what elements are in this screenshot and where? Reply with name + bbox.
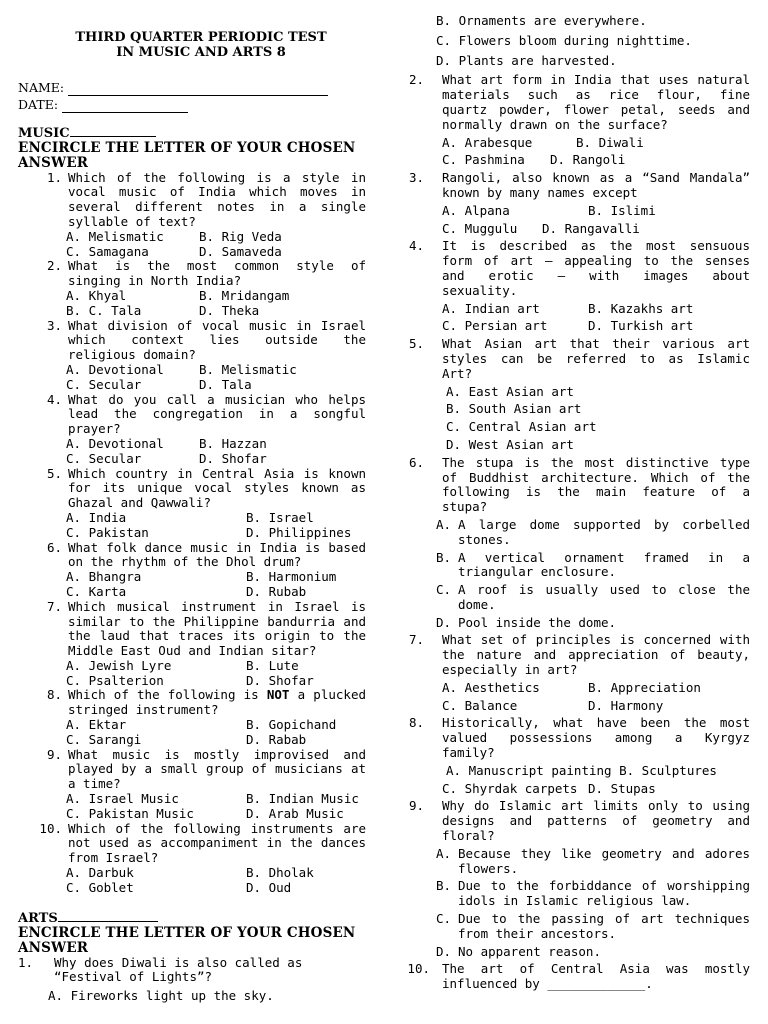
answer-option[interactable]: C. Pakistan	[66, 524, 149, 540]
question-text: Why does Diwali is also called as “Festival of Lights”?	[54, 954, 303, 985]
arts-label: ARTS	[18, 910, 58, 926]
answer-option[interactable]: D. Theka	[199, 302, 260, 318]
question-text: What is the most common style of singing in North India?	[68, 258, 366, 289]
date-label: DATE:	[18, 96, 59, 112]
question-number: 9.	[408, 798, 424, 814]
question	[404, 337, 750, 381]
option-row	[18, 674, 366, 689]
answer-option[interactable]: D. Harmony	[588, 697, 664, 713]
question-number: 3.	[46, 317, 62, 333]
question	[404, 171, 750, 201]
music-question-list	[18, 171, 366, 896]
answer-option[interactable]: C. Sarangi	[66, 731, 142, 747]
answer-option[interactable]: D. Stupas	[588, 780, 656, 796]
option-row	[404, 204, 750, 219]
question	[404, 239, 750, 298]
option-row	[18, 511, 366, 526]
option-letter: C.	[436, 911, 452, 927]
option-row	[18, 230, 366, 245]
answer-option[interactable]: C. Secular	[66, 376, 142, 392]
question	[18, 822, 366, 866]
option-text: A roof is usually used to close the dome.	[458, 582, 750, 612]
answer-option[interactable]: B. Kazakhs art	[588, 300, 694, 316]
option-letter: A.	[436, 845, 452, 861]
option-text: Pool inside the dome.	[458, 614, 617, 630]
answer-option[interactable]: B. Rig Veda	[199, 228, 282, 244]
answer-option[interactable]: C. Samagana	[66, 243, 149, 259]
question	[18, 393, 366, 437]
question-text: Historically, what have been the most valued possessions among a Kyrgyz family?	[442, 715, 750, 761]
question	[18, 467, 366, 511]
option-text: A large dome supported by corbelled stones.	[458, 516, 750, 547]
answer-option[interactable]	[404, 945, 750, 960]
arts-question-1-continued	[404, 14, 750, 68]
answer-option[interactable]: D. Arab Music	[246, 805, 344, 821]
option-row	[18, 718, 366, 733]
question-number: 1.	[46, 169, 62, 185]
question-number: 1.	[18, 954, 34, 970]
answer-option[interactable]: D. Rangoli	[550, 152, 626, 168]
answer-option[interactable]: B. Mridangam	[199, 287, 290, 303]
answer-option[interactable]: A. Melismatic	[66, 228, 164, 244]
right-column	[404, 0, 750, 992]
question-text-part: The art of Central Asia was mostly influenced by	[442, 961, 750, 992]
answer-option[interactable]: C. Karta	[66, 583, 127, 599]
answer-option[interactable]	[404, 518, 750, 548]
option-row	[18, 659, 366, 674]
option-letter: D.	[436, 943, 452, 959]
question-text: Why do Islamic art limits only to using designs and patterns of geometry and floral?	[442, 798, 750, 844]
question-text: What Asian art that their various art styles can be referred to as Islamic Art?	[442, 336, 750, 381]
answer-option[interactable]: A. India	[66, 509, 127, 525]
answer-option[interactable]: A. Israel Music	[66, 791, 179, 807]
answer-option[interactable]: D. Rabab	[246, 731, 307, 747]
answer-option[interactable]: A. Manuscript painting B. Sculptures	[446, 762, 717, 778]
answer-option[interactable]: B. Melismatic	[199, 361, 297, 377]
question-number: 7.	[46, 598, 62, 614]
question-text: It is described as the most sensuous form of art – appealing to the senses and erotic – with images about sexuality.	[442, 238, 750, 298]
arts-question-list	[404, 73, 750, 992]
question-number: 7.	[408, 632, 424, 648]
option-letter: B.	[436, 878, 452, 894]
answer-option[interactable]: B. C. Tala	[66, 302, 142, 318]
option-row	[18, 792, 366, 807]
question-text-emphasis: NOT	[266, 687, 290, 703]
option-text: Because they like geometry and adores flowers.	[458, 845, 750, 876]
option-letter: B.	[436, 549, 452, 565]
option-row	[18, 437, 366, 452]
question-number: 9.	[46, 746, 62, 762]
option-row	[404, 319, 750, 334]
question	[18, 748, 366, 792]
question	[18, 688, 366, 718]
option-row	[404, 681, 750, 696]
answer-option[interactable]	[404, 616, 750, 631]
answer-option[interactable]	[404, 912, 750, 942]
question-number: 4.	[408, 238, 424, 254]
answer-option[interactable]: A. Bhangra	[66, 569, 142, 585]
option-row	[404, 782, 750, 797]
date-field[interactable]	[18, 98, 366, 113]
option-row	[18, 289, 366, 304]
answer-option[interactable]: A. Fireworks light up the sky.	[48, 988, 274, 1004]
name-field[interactable]	[18, 81, 366, 96]
answer-option[interactable]: C. Psalterion	[66, 672, 164, 688]
question-number: 8.	[408, 715, 424, 731]
answer-option[interactable]: B. Islimi	[588, 202, 656, 218]
music-blank	[70, 125, 156, 137]
answer-option[interactable]: D. Philippines	[246, 524, 352, 540]
answer-option[interactable]: A. Aesthetics	[442, 679, 540, 695]
answer-blank[interactable]: _____________	[547, 976, 646, 992]
question-number: 5.	[46, 465, 62, 481]
music-label: MUSIC	[18, 125, 70, 141]
question-text: What folk dance music in India is based on the rhythm of the Dhol drum?	[68, 539, 366, 570]
question-number: 2.	[408, 72, 424, 88]
question	[18, 171, 366, 230]
option-row	[18, 526, 366, 541]
answer-option[interactable]: A. Ektar	[66, 717, 127, 733]
answer-option[interactable]: A. Devotional	[66, 435, 164, 451]
answer-option[interactable]: B. South Asian art	[446, 401, 582, 417]
answer-option[interactable]: C. Balance	[442, 697, 518, 713]
option-letter: C.	[436, 582, 452, 598]
question-text: Rangoli, also known as a “Sand Mandala” known by many names except	[442, 170, 750, 200]
option-row	[18, 585, 366, 600]
name-label: NAME:	[18, 80, 65, 95]
arts-question-1	[18, 956, 366, 1004]
question-text: Which musical instrument in Israel is similar to the Philippine bandurria and the laud that traces its origin to the Middle East Oud and Indian sitar?	[68, 598, 366, 659]
question-text: Which of the following is a style in vocal music of India which moves in several different notes in a single syllable of text?	[68, 169, 366, 229]
answer-option[interactable]: D. Plants are harvested.	[436, 52, 617, 68]
name-line[interactable]	[68, 84, 328, 96]
question	[404, 716, 750, 760]
answer-option[interactable]: D. West Asian art	[446, 436, 574, 452]
question-number: 10.	[39, 820, 62, 836]
answer-option[interactable]	[404, 583, 750, 613]
question-number: 4.	[46, 391, 62, 407]
question-text	[442, 962, 750, 992]
option-letter: A.	[436, 516, 452, 532]
option-row	[18, 733, 366, 748]
title-line-1: THIRD QUARTER PERIODIC TEST	[75, 30, 327, 45]
question-number: 3.	[408, 170, 424, 186]
question	[404, 633, 750, 677]
question-text: What music is mostly improvised and played by a small group of musicians at a time?	[68, 746, 366, 792]
question-number: 2.	[46, 258, 62, 274]
answer-option[interactable]: C. Goblet	[66, 879, 134, 895]
option-row	[18, 378, 366, 393]
answer-option[interactable]: D. Shofar	[199, 450, 267, 466]
question	[404, 456, 750, 515]
question-text-part: Which of the following is	[68, 687, 267, 703]
answer-option[interactable]: C. Persian art	[442, 318, 548, 334]
answer-option[interactable]	[404, 847, 750, 877]
music-section-header	[18, 125, 366, 141]
title-line-2: IN MUSIC AND ARTS 8	[116, 45, 286, 60]
question-text: The stupa is the most distinctive type of Buddhist architecture. Which of the following is the main feature of a stupa?	[442, 454, 750, 515]
question-text	[68, 688, 366, 718]
question-text: What division of vocal music in Israel which context lies outside the religious domain?	[68, 317, 366, 363]
answer-option[interactable]: A. Darbuk	[66, 865, 134, 881]
question	[18, 319, 366, 363]
option-row	[18, 245, 366, 260]
option-row	[18, 452, 366, 467]
option-row	[18, 866, 366, 881]
answer-option[interactable]: B. Hazzan	[199, 435, 267, 451]
question-number: 5.	[408, 336, 424, 352]
answer-option[interactable]: B. Appreciation	[588, 679, 701, 695]
question	[404, 73, 750, 132]
answer-option[interactable]: A. Devotional	[66, 361, 164, 377]
question-text: Which of the following instruments are not used as accompaniment in the dances from Israel?	[68, 820, 366, 866]
question	[404, 962, 750, 992]
option-letter: D.	[436, 614, 452, 630]
answer-option[interactable]	[404, 551, 750, 581]
question-number: 6.	[46, 539, 62, 555]
arts-section-header	[18, 910, 366, 926]
question-text: What do you call a musician who helps lead the congregation in a songful prayer?	[68, 391, 366, 437]
answer-option[interactable]: C. Central Asian art	[446, 419, 597, 435]
option-text: Due to the passing of art techniques from their ancestors.	[458, 911, 750, 941]
option-row	[404, 136, 750, 151]
answer-option[interactable]: C. Pashmina	[442, 152, 525, 168]
question	[404, 799, 750, 843]
answer-option[interactable]: D. Samaveda	[199, 243, 282, 259]
option-row	[18, 570, 366, 585]
option-text: A vertical ornament framed in a triangular enclosure.	[458, 549, 750, 580]
answer-option[interactable]: B. Indian Music	[246, 791, 359, 807]
answer-option[interactable]: C. Muggulu	[442, 220, 518, 236]
question-text: What art form in India that uses natural materials such as rice flour, fine quartz powder, flower petal, seeds and normally drawn on the surface?	[442, 72, 750, 132]
question-text-part: a plucked stringed instrument?	[68, 687, 366, 718]
question	[18, 600, 366, 659]
arts-blank	[58, 910, 158, 922]
answer-option[interactable]: A. Khyal	[66, 287, 127, 303]
option-text: Due to the forbiddance of worshipping idols in Islamic religious law.	[458, 878, 750, 909]
answer-option[interactable]: A. Jewish Lyre	[66, 657, 172, 673]
question-number: 6.	[408, 454, 424, 470]
answer-option[interactable]: B. Lute	[246, 657, 299, 673]
arts-instruction: ENCIRCLE THE LETTER OF YOUR CHOSEN ANSWER	[18, 924, 356, 956]
answer-option[interactable]: B. Dholak	[246, 865, 314, 881]
left-column	[18, 0, 366, 1004]
option-row	[18, 304, 366, 319]
question	[18, 259, 366, 289]
option-text: No apparent reason.	[458, 943, 601, 959]
date-line[interactable]	[62, 101, 188, 113]
question-text: What set of principles is concerned with the nature and appreciation of beauty, especially in art?	[442, 632, 750, 678]
option-row	[18, 807, 366, 822]
answer-option[interactable]: D. Shofar	[246, 672, 314, 688]
answer-option[interactable]	[404, 879, 750, 909]
music-instruction: ENCIRCLE THE LETTER OF YOUR CHOSEN ANSWER	[18, 139, 356, 171]
question	[18, 541, 366, 571]
answer-option[interactable]: D. Oud	[246, 879, 292, 895]
option-row	[404, 153, 750, 168]
option-row	[404, 302, 750, 317]
answer-option[interactable]: C. Pakistan Music	[66, 805, 194, 821]
option-row	[18, 363, 366, 378]
question-number: 10.	[407, 961, 430, 977]
question	[18, 956, 366, 986]
question-text: Which country in Central Asia is known for its unique vocal styles known as Ghazal and Qawwali?	[68, 465, 366, 511]
answer-option[interactable]: A. East Asian art	[446, 383, 574, 399]
answer-option[interactable]: D. Tala	[199, 376, 252, 392]
answer-option[interactable]: D. Rubab	[246, 583, 307, 599]
answer-option[interactable]: A. Alpana	[442, 202, 510, 218]
answer-option[interactable]: C. Shyrdak carpets	[442, 780, 578, 796]
answer-option[interactable]: B. Israel	[246, 509, 314, 525]
answer-option[interactable]: C. Secular	[66, 450, 142, 466]
answer-option[interactable]: B. Diwali	[576, 134, 644, 150]
question-text-end: .	[645, 976, 653, 992]
answer-option[interactable]: B. Harmonium	[246, 569, 337, 585]
option-row	[18, 881, 366, 896]
answer-option[interactable]: A. Arabesque	[442, 134, 533, 150]
option-row	[404, 699, 750, 714]
question-number: 8.	[46, 687, 62, 703]
answer-option[interactable]: D. Rangavalli	[542, 220, 640, 236]
answer-option[interactable]: C. Flowers bloom during nighttime.	[436, 32, 692, 48]
answer-option[interactable]: B. Ornaments are everywhere.	[436, 13, 647, 28]
answer-option[interactable]: B. Gopichand	[246, 717, 337, 733]
answer-option[interactable]: D. Turkish art	[588, 318, 694, 334]
answer-option[interactable]: A. Indian art	[442, 300, 540, 316]
option-row	[404, 222, 750, 237]
